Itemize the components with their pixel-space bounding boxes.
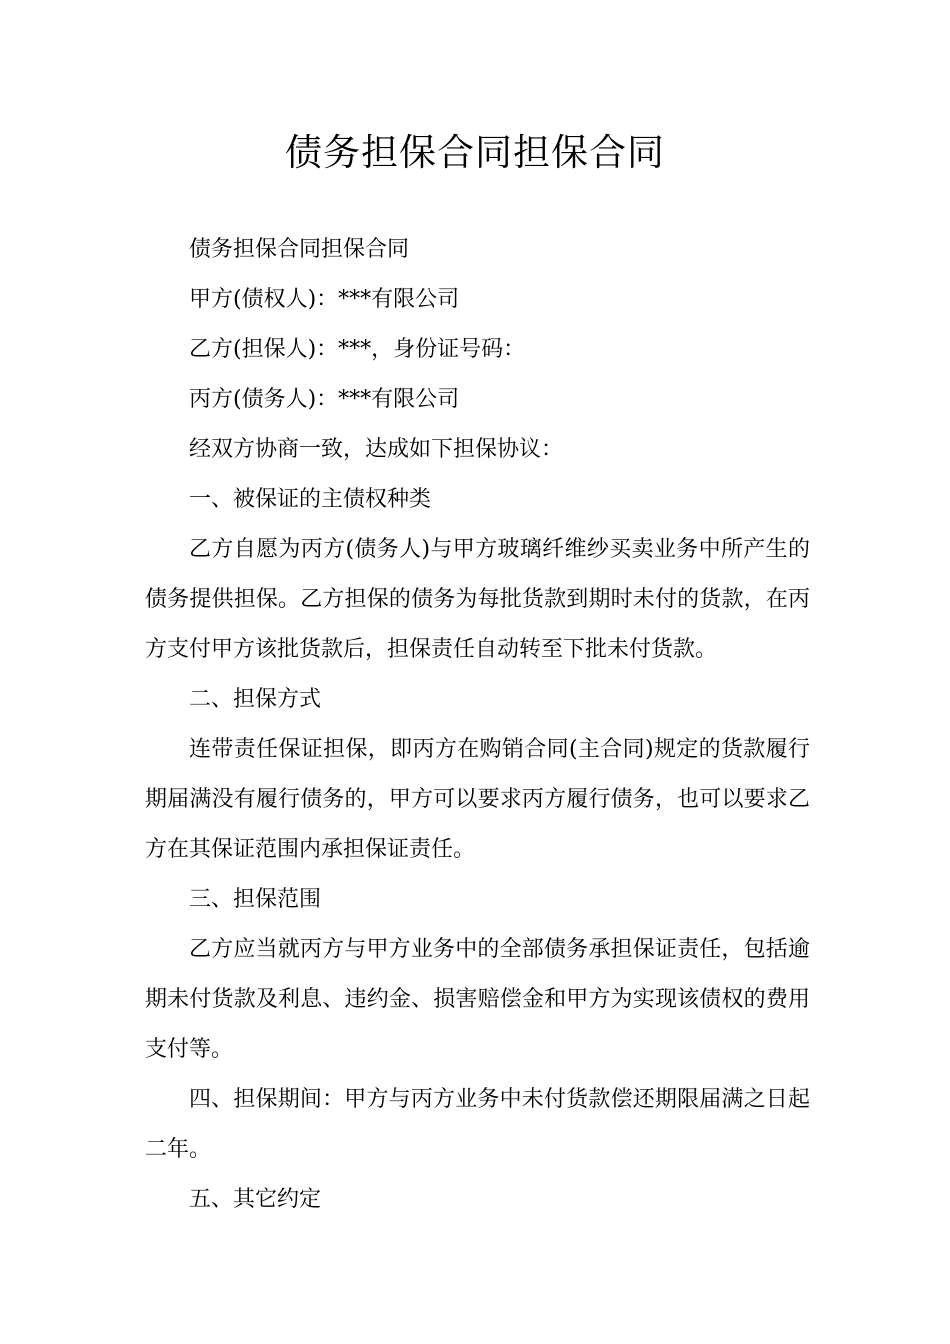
section-body-3: 乙方应当就丙方与甲方业务中的全部债务承担保证责任，包括逾期未付货款及利息、违约金、损害赔偿金和甲方为实现该债权的费用支付等。	[145, 937, 810, 1062]
document-title: 债务担保合同担保合同	[285, 131, 665, 174]
paragraph-party-b: 乙方(担保人)：***，身份证号码：	[189, 337, 526, 362]
paragraph-party-c: 丙方(债务人)：***有限公司	[189, 387, 460, 412]
section-heading-5: 五、其它约定	[189, 1187, 322, 1212]
section-body-1: 乙方自愿为丙方(债务人)与甲方玻璃纤维纱买卖业务中所产生的债务提供担保。乙方担保的债务为每批货款到期时未付的货款，在丙方支付甲方该批货款后，担保责任自动转至下批未付货款。	[145, 537, 810, 662]
paragraph-heading-repeat: 债务担保合同担保合同	[189, 237, 410, 262]
section-heading-1: 一、被保证的主债权种类	[189, 487, 432, 512]
paragraph-agreement-intro: 经双方协商一致，达成如下担保协议：	[189, 437, 564, 462]
paragraph-party-a: 甲方(债权人)：***有限公司	[189, 287, 460, 312]
section-body-2: 连带责任保证担保，即丙方在购销合同(主合同)规定的货款履行期届满没有履行债务的，甲方可以要求丙方履行债务，也可以要求乙方在其保证范围内承担保证责任。	[145, 737, 810, 862]
section-4-guarantee-period: 四、担保期间：甲方与丙方业务中未付货款偿还期限届满之日起二年。	[145, 1087, 810, 1162]
section-heading-3: 三、担保范围	[189, 887, 322, 912]
section-heading-2: 二、担保方式	[189, 687, 322, 712]
document-body	[145, 225, 810, 1225]
